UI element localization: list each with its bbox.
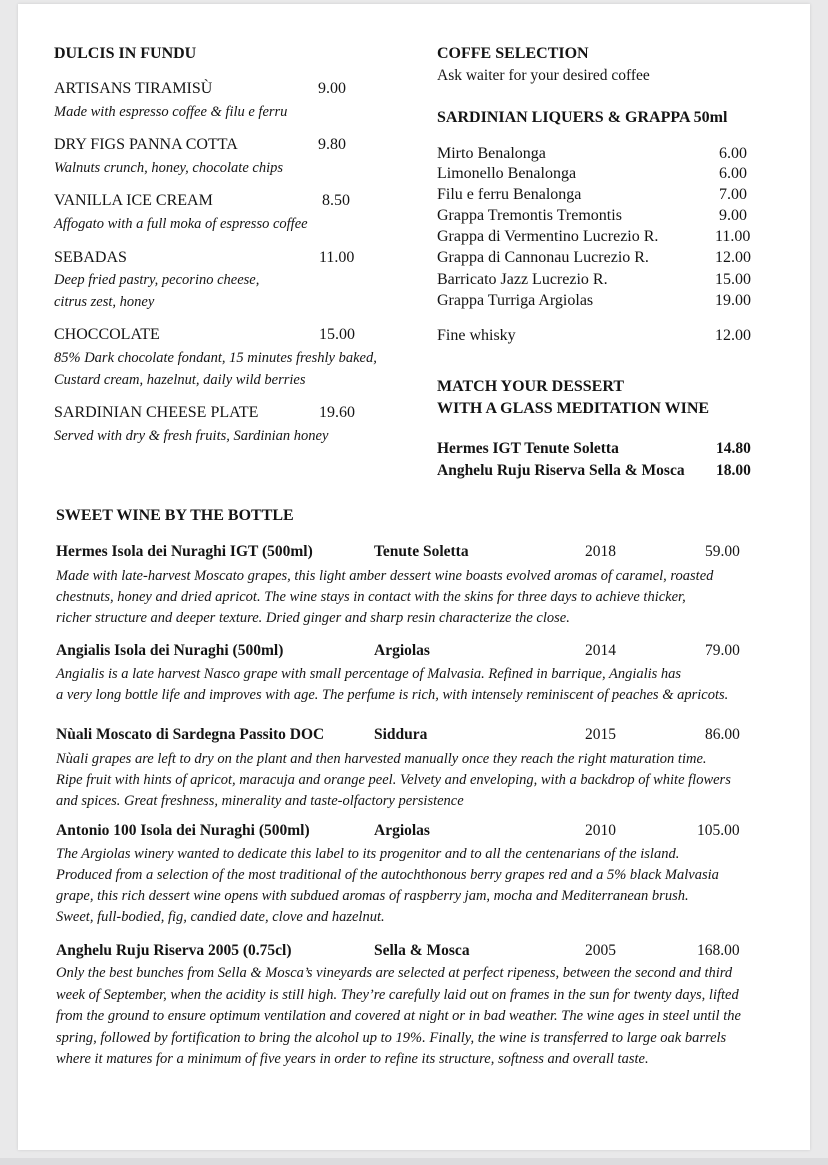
- liquer-name: Grappa di Cannonau Lucrezio R.: [437, 249, 649, 266]
- dessert-price: 8.50: [322, 192, 350, 209]
- whisky-price: 12.00: [715, 327, 751, 344]
- dessert-desc: Served with dry & fresh fruits, Sardinian honey: [54, 428, 329, 444]
- liquer-name: Mirto Benalonga: [437, 145, 546, 162]
- match-wine-price: 14.80: [716, 440, 751, 457]
- dessert-name: SEBADAS: [54, 249, 127, 266]
- dessert-price: 19.60: [319, 404, 355, 421]
- wine-desc: Made with late-harvest Moscato grapes, this light amber dessert wine boasts evolved aromas of caramel, roasted: [56, 568, 714, 584]
- dessert-price: 15.00: [319, 326, 355, 343]
- wine-desc: grape, this rich dessert wine opens with subdued aromas of raspberry jam, mocha and Mediterranean brush.: [56, 888, 689, 904]
- dessert-name: DRY FIGS PANNA COTTA: [54, 136, 238, 153]
- match-heading-line1: MATCH YOUR DESSERT: [437, 378, 625, 395]
- wine-name: Angialis Isola dei Nuraghi (500ml): [56, 642, 284, 659]
- liquer-name: Limonello Benalonga: [437, 165, 577, 182]
- coffee-heading: COFFE SELECTION: [437, 45, 589, 62]
- wine-year: 2018: [585, 543, 616, 560]
- wine-desc: chestnuts, honey and dried apricot. The wine stays in contact with the skins for three days to achieve thicker,: [56, 589, 686, 605]
- wine-year: 2005: [585, 942, 616, 959]
- liquer-price: 7.00: [719, 186, 747, 203]
- sweet-wine-heading: SWEET WINE BY THE BOTTLE: [56, 507, 294, 524]
- match-wine-name: Hermes IGT Tenute Soletta: [437, 440, 619, 457]
- dessert-desc: Custard cream, hazelnut, daily wild berries: [54, 372, 306, 388]
- wine-year: 2010: [585, 822, 616, 839]
- wine-desc: spring, followed by fortification to bring the alcohol up to 19%. Finally, the wine is transferred to large oak barrels: [56, 1030, 727, 1046]
- coffee-note: Ask waiter for your desired coffee: [437, 67, 650, 84]
- liquer-price: 15.00: [715, 271, 751, 288]
- dessert-name: SARDINIAN CHEESE PLATE: [54, 404, 259, 421]
- wine-price: 105.00: [697, 822, 740, 839]
- wine-desc: and spices. Great freshness, minerality and taste-olfactory persistence: [56, 793, 464, 809]
- liquer-price: 19.00: [715, 292, 751, 309]
- dessert-price: 9.00: [318, 80, 346, 97]
- wine-producer: Argiolas: [374, 822, 430, 839]
- liquer-name: Barricato Jazz Lucrezio R.: [437, 271, 608, 288]
- liquer-price: 11.00: [715, 228, 751, 245]
- wine-desc: from the ground to ensure optimum ventilation and covered at night or in bad weather. The wine ages in steel until the: [56, 1008, 741, 1024]
- wine-desc: a very long bottle life and improves with age. The perfume is rich, with intensely reminiscent of peaches & apricots.: [56, 687, 729, 703]
- wine-name: Nùali Moscato di Sardegna Passito DOC: [56, 726, 325, 743]
- liquer-price: 12.00: [715, 249, 751, 266]
- liquers-heading: SARDINIAN LIQUERS & GRAPPA 50ml: [437, 109, 728, 126]
- dessert-name: VANILLA ICE CREAM: [54, 192, 213, 209]
- liquer-name: Grappa Tremontis Tremontis: [437, 207, 622, 224]
- wine-desc: Ripe fruit with hints of apricot, maracuja and orange peel. Velvety and enveloping, with a backdrop of white flowers: [56, 772, 731, 788]
- wine-producer: Tenute Soletta: [374, 543, 469, 560]
- wine-desc: week of September, when the acidity is still high. They’re carefully laid out on frames in the sun for twenty days, lifted: [56, 987, 739, 1003]
- wine-desc: Sweet, full-bodied, fig, candied date, clove and hazelnut.: [56, 909, 385, 925]
- wine-name: Anghelu Ruju Riserva 2005 (0.75cl): [56, 942, 292, 959]
- wine-price: 59.00: [705, 543, 740, 560]
- match-wine-name: Anghelu Ruju Riserva Sella & Mosca: [437, 462, 685, 479]
- dessert-desc: Deep fried pastry, pecorino cheese,: [54, 272, 260, 288]
- dulcis-heading: DULCIS IN FUNDU: [54, 45, 197, 62]
- liquer-price: 6.00: [719, 165, 747, 182]
- menu-page: [18, 4, 810, 1150]
- liquer-name: Grappa di Vermentino Lucrezio R.: [437, 228, 659, 245]
- liquer-price: 6.00: [719, 145, 747, 162]
- wine-name: Hermes Isola dei Nuraghi IGT (500ml): [56, 543, 313, 560]
- match-wine-price: 18.00: [716, 462, 751, 479]
- wine-price: 79.00: [705, 642, 740, 659]
- wine-price: 168.00: [697, 942, 740, 959]
- dessert-desc: Made with espresso coffee & filu e ferru: [54, 104, 288, 120]
- dessert-price: 11.00: [319, 249, 355, 266]
- dessert-desc: Affogato with a full moka of espresso coffee: [54, 216, 308, 232]
- liquer-price: 9.00: [719, 207, 747, 224]
- wine-year: 2015: [585, 726, 616, 743]
- whisky-name: Fine whisky: [437, 327, 516, 344]
- liquer-name: Filu e ferru Benalonga: [437, 186, 582, 203]
- match-heading-line2: WITH A GLASS MEDITATION WINE: [437, 400, 710, 417]
- wine-desc: Only the best bunches from Sella & Mosca’s vineyards are selected at perfect ripeness, between the second and third: [56, 965, 733, 981]
- wine-desc: The Argiolas winery wanted to dedicate this label to its progenitor and to all the centenarians of the island.: [56, 846, 680, 862]
- wine-desc: Nùali grapes are left to dry on the plant and then harvested manually once they reach the right maturation time.: [56, 751, 707, 767]
- wine-price: 86.00: [705, 726, 740, 743]
- wine-desc: richer structure and deeper texture. Dried ginger and sharp resin characterize the close.: [56, 610, 570, 626]
- wine-desc: where it matures for a minimum of five years in order to refine its structure, softness and overall taste.: [56, 1051, 649, 1067]
- wine-producer: Siddura: [374, 726, 428, 743]
- wine-producer: Argiolas: [374, 642, 430, 659]
- wine-year: 2014: [585, 642, 616, 659]
- wine-name: Antonio 100 Isola dei Nuraghi (500ml): [56, 822, 310, 839]
- dessert-desc: Walnuts crunch, honey, chocolate chips: [54, 160, 284, 176]
- background-strip: [0, 1158, 828, 1165]
- dessert-price: 9.80: [318, 136, 346, 153]
- dessert-name: CHOCCOLATE: [54, 326, 160, 343]
- dessert-name: ARTISANS TIRAMISÙ: [54, 80, 213, 97]
- wine-desc: Produced from a selection of the most traditional of the autochthonous berry grapes red and a 5% black Malvasia: [56, 867, 719, 883]
- liquer-name: Grappa Turriga Argiolas: [437, 292, 594, 309]
- wine-producer: Sella & Mosca: [374, 942, 470, 959]
- wine-desc: Angialis is a late harvest Nasco grape with small percentage of Malvasia. Refined in barrique, Angialis has: [56, 666, 682, 682]
- dessert-desc: 85% Dark chocolate fondant, 15 minutes freshly baked,: [54, 350, 377, 366]
- dessert-desc: citrus zest, honey: [54, 294, 155, 310]
